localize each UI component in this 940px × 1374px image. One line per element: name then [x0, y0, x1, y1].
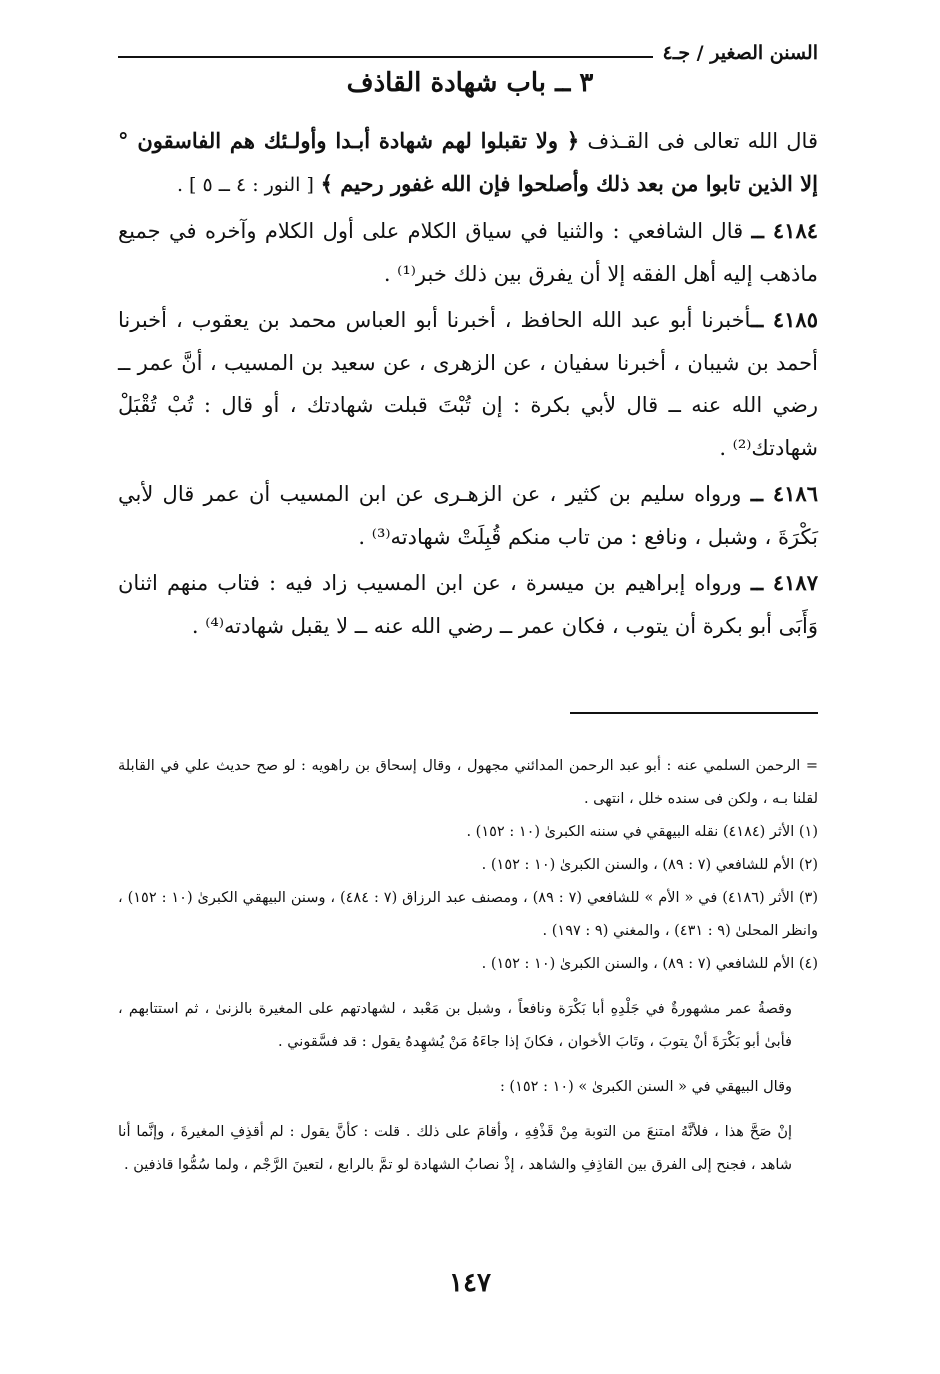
- verse-reference: [ النور : ٤ ــ ٥ ] .: [176, 173, 314, 196]
- page-header: [118, 36, 818, 70]
- hadith-entry: [118, 210, 818, 295]
- page-number: ١٤٧: [449, 1268, 491, 1298]
- commentary-paragraph: إنْ صَحَّ هذا ، فلأنَّهُ امتنعَ من التوبة مِنْ قَذْفِهِ ، وأقامَ على ذلك . قلت : كأنَّ يقول : لم أقذِفِ المغيرةَ ، وإنَّما أنا شاهد ، فجنح إلى الفرق بين القاذِفِ والشاهد ، إذْ نصابُ الشهادة لو تمَّ بالرابع ، لتعينَ الرَّجْم ، ولما سُمُّوا قاذفين .: [118, 1124, 792, 1173]
- intro-paragraph: [118, 120, 818, 206]
- hadith-number: ٤١٨٥ ــ: [750, 307, 818, 332]
- running-title: السنن الصغير / جـ٤: [662, 42, 818, 64]
- footnote-item: (٤) الأم للشافعي (٧ : ٨٩) ، والسنن الكبرىٰ (١٠ : ١٥٢) .: [481, 956, 818, 972]
- hadith-number: ٤١٨٧ ــ: [750, 570, 818, 595]
- footnote-divider: [570, 712, 818, 714]
- hadith-number: ٤١٨٦ ــ: [750, 481, 818, 506]
- hadith-entry: [118, 473, 818, 558]
- hadith-number: ٤١٨٤ ــ: [751, 218, 819, 243]
- chapter-title: ٣ ــ باب شهادة القاذف: [346, 68, 594, 98]
- footnote-continuation: = الرحمن السلمي عنه : أبو عبد الرحمن المدائني مجهول ، وقال إسحاق بن راهويه : لو صح حديث علي في القابلة لقلنا بـه ، ولكن فى سنده خلل ، انتهى .: [118, 758, 818, 807]
- footnotes: [118, 750, 818, 1182]
- hadith-entry: [118, 299, 818, 469]
- header-rule: [118, 56, 653, 58]
- hadith-text: قال الشافعي : والثنيا في سياق الكلام على أول الكلام وآخره في جميع ماذهب إليه أهل الفقه إلا أن يفرق بين ذلك خبر⁽¹⁾ .: [118, 219, 818, 286]
- footnote-item: (٢) الأم للشافعي (٧ : ٨٩) ، والسنن الكبرىٰ (١٠ : ١٥٢) .: [481, 857, 818, 873]
- footnote-item: (١) الأثر (٤١٨٤) نقله البيهقي في سننه الكبرىٰ (١٠ : ١٥٢) .: [466, 824, 818, 840]
- footnote-item: (٣) الأثر (٤١٨٦) في « الأم » للشافعي (٧ : ٨٩) ، ومصنف عبد الرزاق (٧ : ٤٨٤) ، وسنن البيهقي الكبرىٰ (١٠ : ١٥٢) ، وانظر المحلىٰ (٩ : ٤٣١) ، والمغني (٩ : ١٩٧) .: [118, 890, 819, 939]
- quran-verse: ﴿ ولا تقبلوا لهم شهادة أبـدا وأولـئك هم الفاسقون ° إلا الذين تابوا من بعد ذلك وأصلحوا فإن الله غفور رحيم ﴾: [118, 128, 818, 196]
- hadith-text: أخبرنا أبو عبد الله الحافظ ، أخبرنا أبو العباس محمد بن يعقوب ، أخبرنا أحمد بن شيبان ، أخبرنا سفيان ، عن الزهرى ، عن سعيد بن المسيب ، أنَّ عمر ــ رضي الله عنه ــ قال لأبي بكرة : إن تُبْتَ قبلت شهادتك ، أو قال : تُبْ تُقْبَلْ شهادتك⁽²⁾ .: [118, 308, 818, 460]
- commentary-paragraph: وقصةُ عمر مشهورةٌ في جَلْدِهِ أبا بَكْرَة ونافعاً ، وشبل بن مَعْبد ، لشهادتهم على المغيرة بالزنىٰ ، ثم استتابهم ، فأبىٰ أبو بَكْرَةَ أنْ يتوبَ ، وتَابَ الأخوان ، فكانَ إذا جاءَهُ مَنْ يُشهِدهُ يقول : قد فسَّقوني .: [118, 1001, 792, 1050]
- main-text: [118, 120, 818, 647]
- hadith-text: ورواه سليم بن كثير ، عن الزهـرى عن ابن المسيب أن عمر قال لأبي بَكْرَةَ ، وشبل ، ونافع : من تاب منكم قُبِلَتْ شهادته⁽³⁾ .: [118, 482, 818, 549]
- hadith-entry: [118, 562, 818, 647]
- intro-lead: قال الله تعالى فى القـذف: [579, 129, 818, 153]
- commentary-paragraph: وقال البيهقي في « السنن الكبرىٰ » (١٠ : ١٥٢) :: [499, 1079, 792, 1095]
- hadith-text: ورواه إبراهيم بن ميسرة ، عن ابن المسيب زاد فيه : فتاب منهم اثنان وَأَبَى أبو بكرة أن يتوب ، فكان عمر ــ رضي الله عنه ــ لا يقبل شهادته⁽⁴⁾ .: [118, 571, 818, 638]
